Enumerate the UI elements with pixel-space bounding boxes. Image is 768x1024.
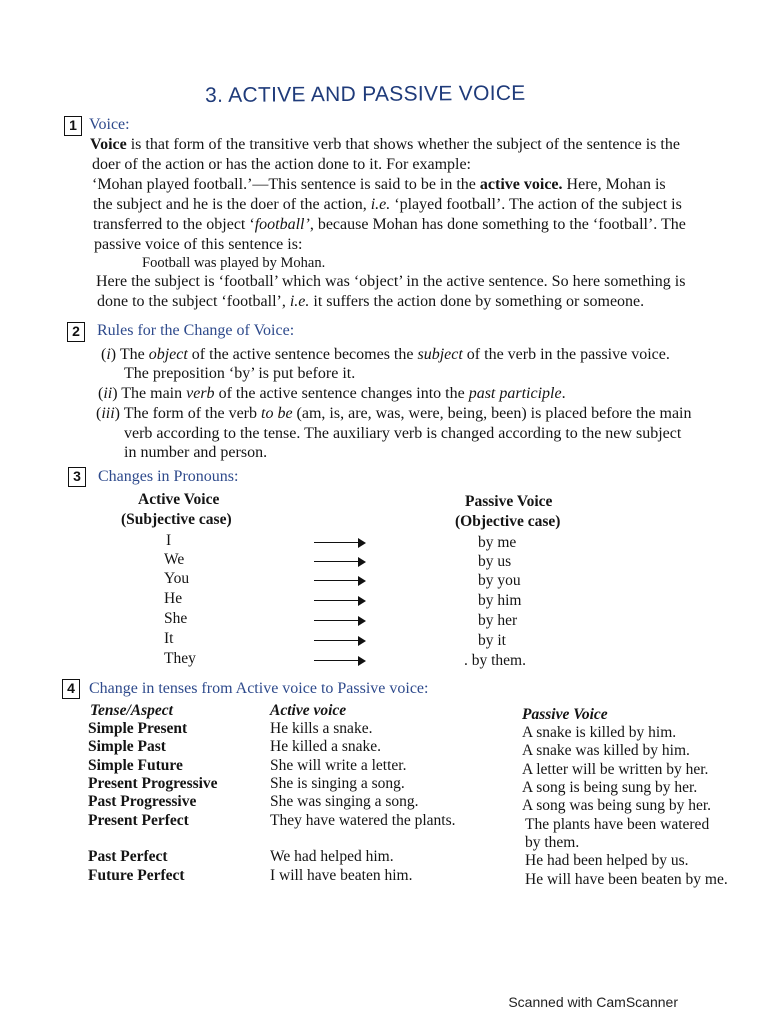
pronoun-passive: by him [478,592,522,609]
pronoun-active: I [166,532,172,549]
text-line [101,345,670,364]
text-line [93,215,686,234]
text-run: ) The form of the verb [114,405,261,422]
pronoun-active-header: Active Voice [138,491,220,508]
text-run: . [561,385,566,402]
right-arrow-icon [314,556,366,568]
text-run: to be [261,405,293,422]
text-run: the subject and he is the doer of the action, [93,196,371,213]
active-sentence: I will have beaten him. [270,867,413,884]
text-line [93,195,682,214]
text-run: Here the subject is ‘football’ which was ‘object’ in the active sentence. So here something is [96,273,686,290]
right-arrow-icon [314,537,366,549]
text-line [94,235,302,254]
text-line [96,404,692,423]
passive-sentence: A song was being sung by her. [522,797,712,814]
passive-sentence: He will have been beaten by me. [525,871,728,888]
text-line [124,424,681,443]
right-arrow-icon [314,655,366,667]
tense-name: Simple Past [88,738,166,755]
pronoun-passive: by her [478,612,518,629]
text-run: subject [417,346,463,363]
pronoun-active: We [164,551,185,568]
pronoun-active-subheader: (Subjective case) [121,511,232,528]
section-1-number-box: 1 [64,116,82,136]
active-sentence: She is singing a song. [270,775,405,792]
text-run: of the verb in the passive voice. [462,346,670,363]
text-run: it suffers the action done by something or someone. [309,293,645,310]
text-run: verb according to the tense. The auxiliary verb is changed according to the new subject [124,425,682,442]
text-line [98,384,566,403]
tense-column-header: Tense/Aspect [90,702,173,719]
tense-name: Simple Future [88,757,183,774]
text-run: (am, is, are, was, were, being, been) is placed before the main [292,405,692,422]
text-run: of the active sentence becomes the [187,346,418,363]
tense-name: Simple Present [88,720,188,737]
pronoun-passive: by me [478,534,517,551]
text-run: transferred to the object ‘ [93,216,255,233]
right-arrow-icon [314,635,366,647]
active-sentence: He killed a snake. [270,738,382,755]
page-title: 3. ACTIVE AND PASSIVE VOICE [205,81,526,107]
active-sentence: They have watered the plants. [270,812,456,829]
text-run: object [148,346,188,363]
section-2-number-box: 2 [67,322,85,342]
right-arrow-icon [314,595,366,607]
pronoun-passive-header: Passive Voice [465,493,553,510]
active-sentence: She was singing a song. [270,793,419,810]
text-run: ) The [110,346,149,363]
text-run: ( [101,346,107,363]
pronoun-active: She [164,610,188,627]
text-run: passive voice of this sentence is: [94,236,303,253]
scanner-watermark: Scanned with CamScanner [508,994,678,1010]
passive-sentence: He had been helped by us. [525,852,689,869]
right-arrow-icon [314,615,366,627]
text-run: doer of the action or has the action done to it. For example: [92,156,471,173]
passive-sentence: A letter will be written by her. [522,761,709,778]
pronoun-active: It [164,630,174,647]
text-line [92,175,666,194]
text-run: i.e. [289,293,310,310]
passive-column-header: Passive Voice [522,706,608,723]
text-run: The preposition ‘by’ is put before it. [124,365,356,382]
text-run: ‘Mohan played football.’—This sentence is said to be in the [92,176,480,193]
pronoun-passive: by you [478,572,521,589]
tense-name: Present Perfect [88,812,189,829]
active-column-header: Active voice [270,702,347,719]
text-run: is that form of the transitive verb that shows whether the subject of the sentence is the [126,136,680,153]
pronoun-passive: by it [478,632,506,649]
active-sentence: We had helped him. [270,848,394,865]
text-run: done to the subject ‘football’, [97,293,290,310]
tense-name: Present Progressive [88,775,218,792]
section-4-heading: Change in tenses from Active voice to Passive voice: [89,680,429,697]
tense-name: Past Perfect [88,848,168,865]
text-run: ii [103,385,113,402]
pronoun-active: He [164,590,183,607]
pronoun-passive-subheader: (Objective case) [455,513,561,530]
text-line [92,155,471,174]
pronoun-passive: . by them. [464,652,526,669]
section-4-number-box: 4 [62,679,80,699]
passive-sentence: The plants have been watered [525,816,710,833]
passive-sentence: A snake is killed by him. [522,724,677,741]
pronoun-active: They [164,650,196,667]
text-run: football’ [254,216,310,233]
section-3-number-box: 3 [68,467,86,487]
passive-sentence: A snake was killed by him. [522,742,690,759]
text-run: ‘played football’. The action of the subject is [390,196,682,213]
text-run: i.e. [370,196,391,213]
text-run: past participle [468,385,562,402]
text-run: verb [186,385,215,402]
tense-name: Past Progressive [88,793,197,810]
text-run: ( [98,385,104,402]
section-3-heading: Changes in Pronouns: [98,468,239,485]
text-run: i [106,346,111,363]
section-2-heading: Rules for the Change of Voice: [97,322,295,339]
passive-sentence: by them. [525,834,580,851]
text-run: ( [96,405,102,422]
text-line [124,364,355,383]
text-line [97,292,644,311]
text-line [124,443,267,462]
active-sentence: He kills a snake. [270,720,373,737]
passive-sentence: A song is being sung by her. [522,779,698,796]
tense-name: Future Perfect [88,867,185,884]
text-line [96,272,685,291]
text-run: Voice [90,136,127,153]
text-run: in number and person. [124,444,268,461]
text-run: ) The main [112,385,187,402]
text-run: active voice. [479,176,563,193]
text-run: iii [101,405,115,422]
right-arrow-icon [314,575,366,587]
text-line [90,135,680,154]
text-run: , because Mohan has done something to the ‘football’. The [309,216,686,233]
text-run: of the active sentence changes into the [214,385,469,402]
pronoun-active: You [164,570,190,587]
section-1-heading: Voice: [89,116,130,133]
text-run: Here, Mohan is [562,176,666,193]
section-1-example: Football was played by Mohan. [142,255,326,271]
active-sentence: She will write a letter. [270,757,407,774]
pronoun-passive: by us [478,553,512,570]
